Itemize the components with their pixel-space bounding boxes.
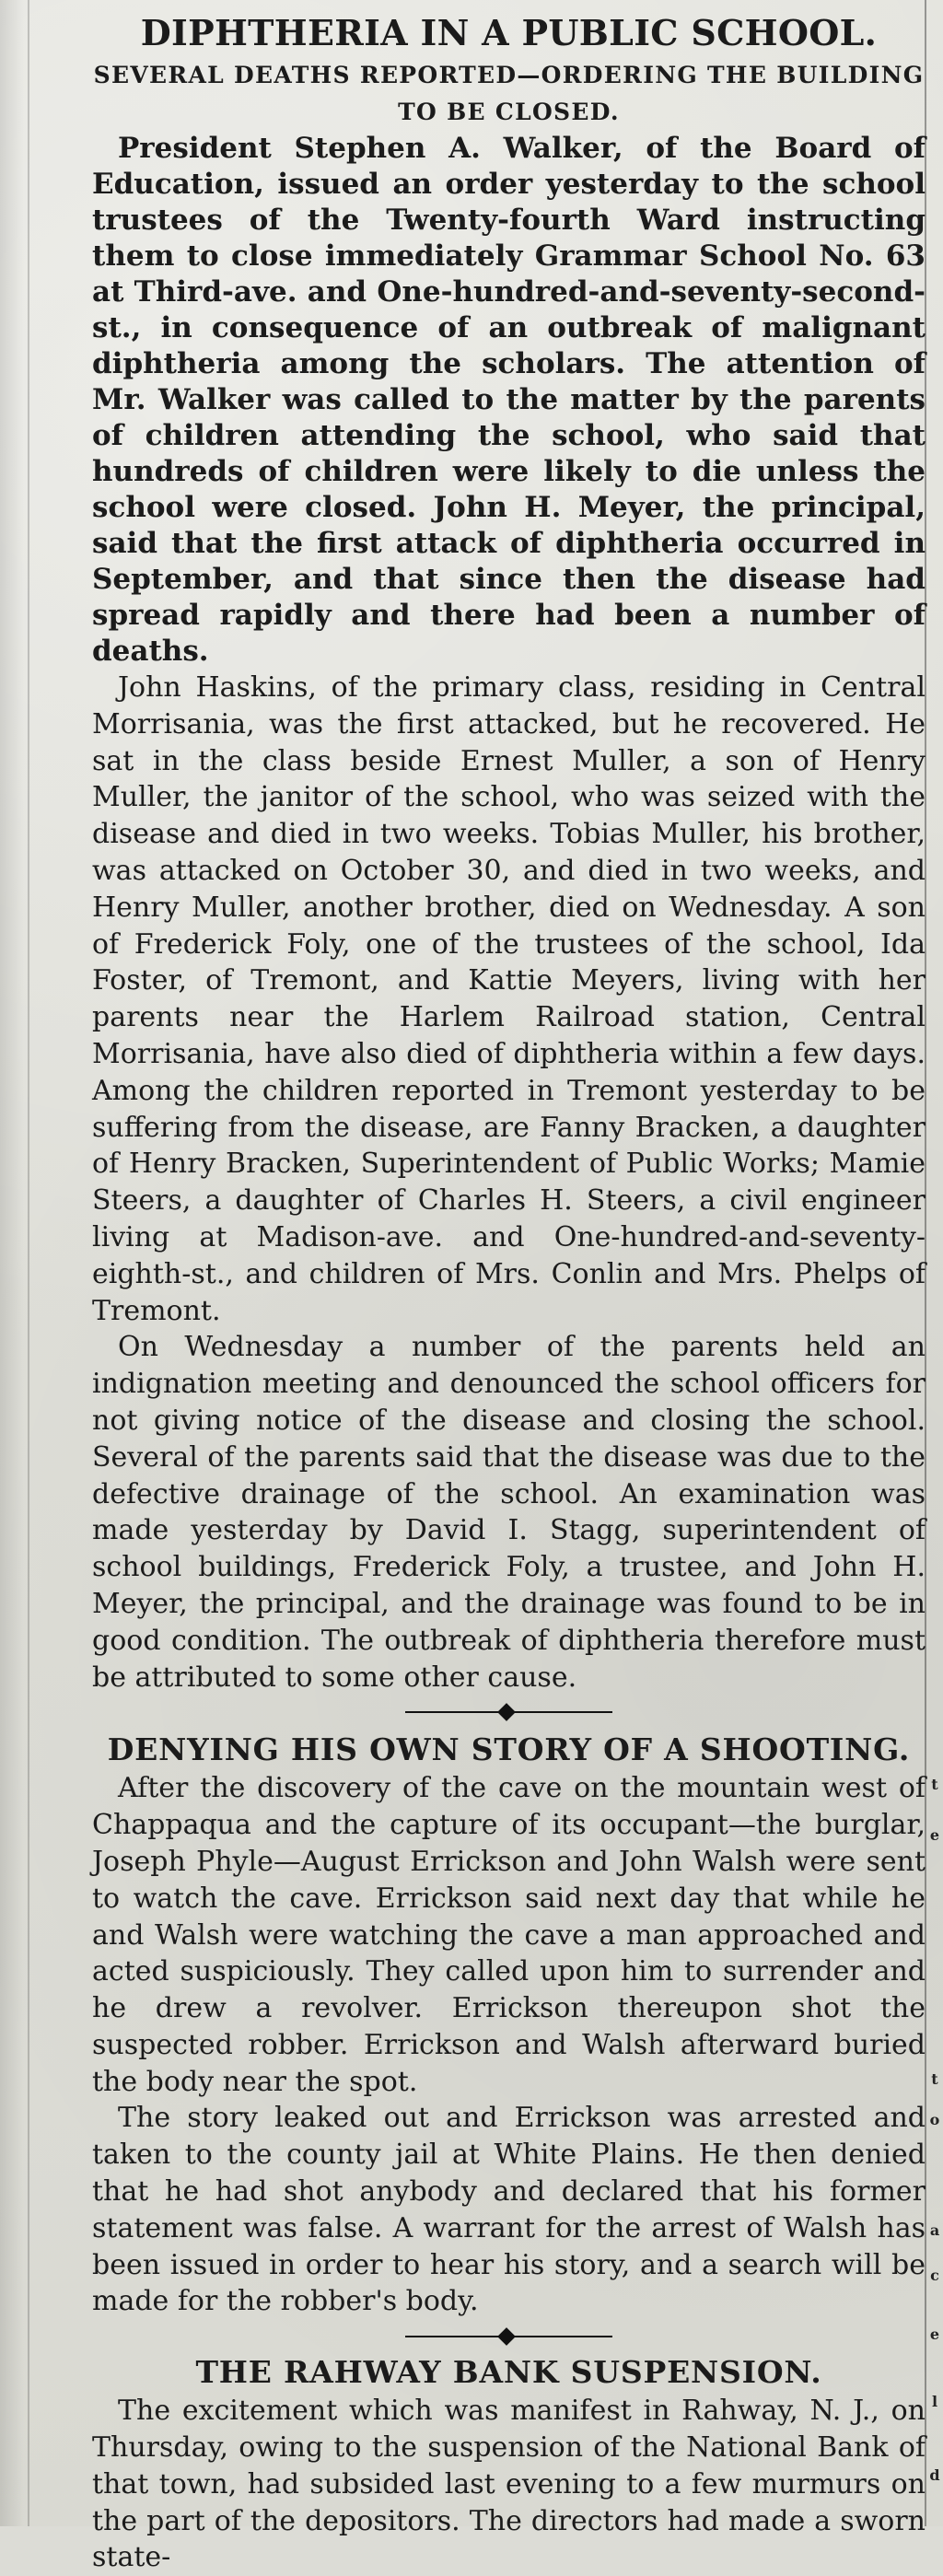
- article-paragraph: The excitement which was manifest in Rahway, N. J., on Thursday, owing to the suspension of the National Bank of that town, had subsided last evening to a few murmurs on the part of the depositors. The directors had made a sworn state-: [92, 2395, 926, 2574]
- edge-mark: c: [930, 2267, 939, 2284]
- article-paragraph: After the discovery of the cave on the mountain west of Chappaqua and the capture of its occupant—the burglar, Joseph Phyle—August Errickson and John Walsh were sent to watch the cave. Errickson said next day that while he and Walsh were watching the cave a man approached and acted suspiciously. They called upon him to surrender and he drew a revolver. Errickson thereupon shot the suspected robber. Errickson and Walsh afterward buried the body near the spot.: [92, 1772, 926, 2098]
- article-headline: DENYING HIS OWN STORY OF A SHOOTING.: [107, 1731, 911, 1768]
- edge-mark: e: [929, 2325, 940, 2343]
- article-paragraph: John Haskins, of the primary class, residing in Central Morrisania, was the first attacked, but he recovered. He sat in the class beside Ernest Muller, a son of Henry Muller, the janitor of the school, who was seized with the disease and died in two weeks. Tobias Muller, his brother, was attacked on October 30, and died in two weeks, and Henry Muller, another brother, died on Wednesday. A son of Frederick Foly, one of the trustees of the school, Ida Foster, of Tremont, and Kattie Meyers, living with her parents near the Harlem Railroad station, Central Morrisania, have also died of diphtheria within a few days. Among the children reported in Tremont yesterday to be suffering from the disease, are Fanny Bracken, a daughter of Henry Bracken, Superintendent of Public Works; Mamie Steers, a daughter of Charles H. Steers, a civil engineer living at Madison-ave. and One-hundred-and-seventy-eighth-st., and children of Mrs. Conlin and Mrs. Phelps of Tremont.: [92, 671, 926, 1327]
- edge-mark: t: [931, 2070, 938, 2088]
- article-paragraph: On Wednesday a number of the parents held an indignation meeting and denounced the school officers for not giving notice of the disease and closing the school. Several of the parents said that the disease was due to the defective drainage of the school. An examination was made yesterday by David I. Stagg, superintendent of school buildings, Frederick Foly, a trustee, and John H. Meyer, the principal, and the drainage was found to be in good condition. The outbreak of diphtheria therefore must be attributed to some other cause.: [92, 1331, 926, 1694]
- article-diphtheria: [92, 9, 926, 1696]
- edge-mark: e: [929, 1826, 940, 1844]
- article-headline: DIPHTHERIA IN A PUBLIC SCHOOL.: [140, 12, 878, 53]
- article-column: [92, 0, 926, 2576]
- edge-mark: a: [929, 2221, 940, 2239]
- article-paragraph: President Stephen A. Walker, of the Board of Education, issued an order yesterday to the school trustees of the Twenty-fourth Ward instructing them to close immediately Grammar School No. 63 at Third-ave. and One-hundred-and-seventy-second-st., in consequence of an outbreak of malignant diphtheria among the scholars. The attention of Mr. Walker was called to the matter by the parents of children attending the school, who said that hundreds of children were likely to die unless the school were closed. John H. Meyer, the principal, said that the first attack of diphtheria occurred in September, and that since then the disease had spread rapidly and there had been a number of deaths.: [92, 132, 926, 668]
- page-left-shadow: [0, 0, 24, 2526]
- article-rahway: [92, 2351, 926, 2576]
- article-shooting: [92, 1729, 926, 2320]
- left-column-rule: [28, 0, 29, 2526]
- edge-mark: o: [929, 2111, 940, 2128]
- edge-mark: t: [931, 1776, 938, 1793]
- edge-mark: l: [931, 2393, 938, 2410]
- section-divider: [405, 2329, 612, 2344]
- article-subheadline: SEVERAL DEATHS REPORTED—ORDERING THE BUILDING TO BE CLOSED.: [93, 62, 925, 125]
- edge-mark: d: [929, 2466, 940, 2484]
- section-divider: [405, 1705, 612, 1719]
- article-paragraph: The story leaked out and Errickson was arrested and taken to the county jail at White Plains. He then denied that he had shot anybody and declared that his former statement was false. A warrant for the arrest of Walsh has been issued in order to hear his story, and a search will be made for the robber's body.: [92, 2102, 926, 2318]
- article-headline: THE RAHWAY BANK SUSPENSION.: [195, 2354, 822, 2391]
